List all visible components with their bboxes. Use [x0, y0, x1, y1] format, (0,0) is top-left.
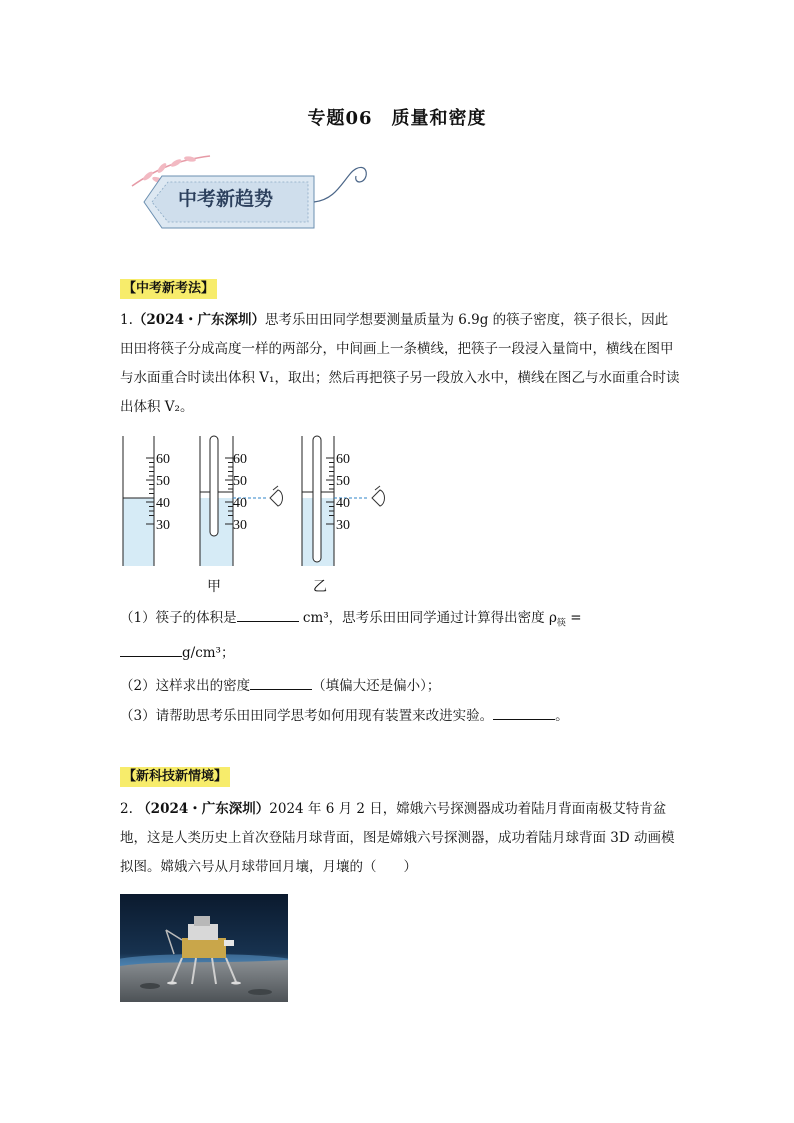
lander-photo	[120, 894, 288, 1002]
tick-label: 30	[156, 518, 170, 533]
question-source: （2024・广东深圳）	[132, 312, 265, 328]
question-number: 1.	[120, 312, 133, 328]
section-tag-new-tech: 【新科技新情境】	[120, 767, 230, 787]
question-2	[120, 795, 680, 882]
tick-label: 30	[233, 518, 247, 533]
cylinder-figure	[118, 434, 418, 578]
tick-label: 50	[233, 474, 247, 489]
swirl-decoration-icon	[314, 167, 366, 202]
tick-label: 40	[336, 496, 350, 511]
trend-banner	[118, 148, 378, 242]
sub1-text-c: =	[565, 610, 582, 626]
sub2-text-b: （填偏大还是偏小）；	[312, 678, 441, 694]
figure-label-yi: 乙	[313, 579, 327, 595]
tick-label: 60	[156, 452, 170, 467]
question-text: 2024 年 6 月 2 日，嫦娥六号探测器成功着陆月背面南极艾特肯盆地，这是人类历史上首次登陆月球背面，图是嫦娥六号探测器，成功着陆月球背面 3D 动画模拟图。嫦娥六号从月球带回月壤，月壤的（ ）	[120, 801, 675, 875]
figure-label-jia: 甲	[207, 579, 221, 595]
tick-label: 50	[336, 474, 350, 489]
tick-label: 40	[233, 496, 247, 511]
sub-question-1-cont	[120, 642, 234, 663]
sub1-text-b: cm³，思考乐田田同学通过计算得出密度 ρ	[298, 610, 557, 626]
page-title: 专题06 质量和密度	[307, 108, 487, 129]
sub1-text-a: （1）筷子的体积是	[120, 610, 237, 626]
tick-label: 40	[156, 496, 170, 511]
question-1	[120, 306, 680, 422]
banner-label: 中考新趋势	[178, 188, 274, 210]
rho-subscript: 筷	[556, 618, 566, 629]
question-source: （2024・广东深圳）	[137, 801, 270, 817]
sub3-text-a: （3）请帮助思考乐田田同学思考如何用现有装置来改进实验。	[120, 708, 494, 724]
sub1-text-d: g/cm³；	[182, 645, 235, 661]
cylinder-yi	[302, 436, 368, 566]
tick-label: 50	[156, 474, 170, 489]
chopstick-yi	[313, 436, 321, 562]
reference-cylinder	[123, 436, 154, 566]
chang-e-6-lander-image	[120, 894, 288, 1002]
answer-blank[interactable]	[250, 675, 312, 690]
sub-question-1	[120, 607, 582, 634]
section-tag-new-exam: 【中考新考法】	[120, 279, 217, 299]
tick-label: 60	[233, 452, 247, 467]
sub-question-2	[120, 675, 440, 696]
question-number: 2.	[120, 801, 133, 817]
answer-blank[interactable]	[237, 607, 299, 622]
cylinder-diagram	[118, 434, 418, 574]
sub-question-3	[120, 705, 569, 726]
chopstick-jia	[210, 436, 218, 536]
answer-blank[interactable]	[120, 642, 182, 657]
tick-label: 30	[336, 518, 350, 533]
sub3-text-b: 。	[555, 708, 569, 724]
tick-label: 60	[336, 452, 350, 467]
question-text: 思考乐田田同学想要测量质量为 6.9g 的筷子密度，筷子很长，因此田田将筷子分成高度一样的两部分，中间画上一条横线，把筷子一段浸入量筒中，横线在图甲与水面重合时读出体积 V₁，取出；然后再把筷子另一段放入水中，横线在图乙与水面重合时读出体积 V₂。	[120, 312, 680, 415]
answer-blank[interactable]	[493, 705, 555, 720]
sub2-text-a: （2）这样求出的密度	[120, 678, 251, 694]
